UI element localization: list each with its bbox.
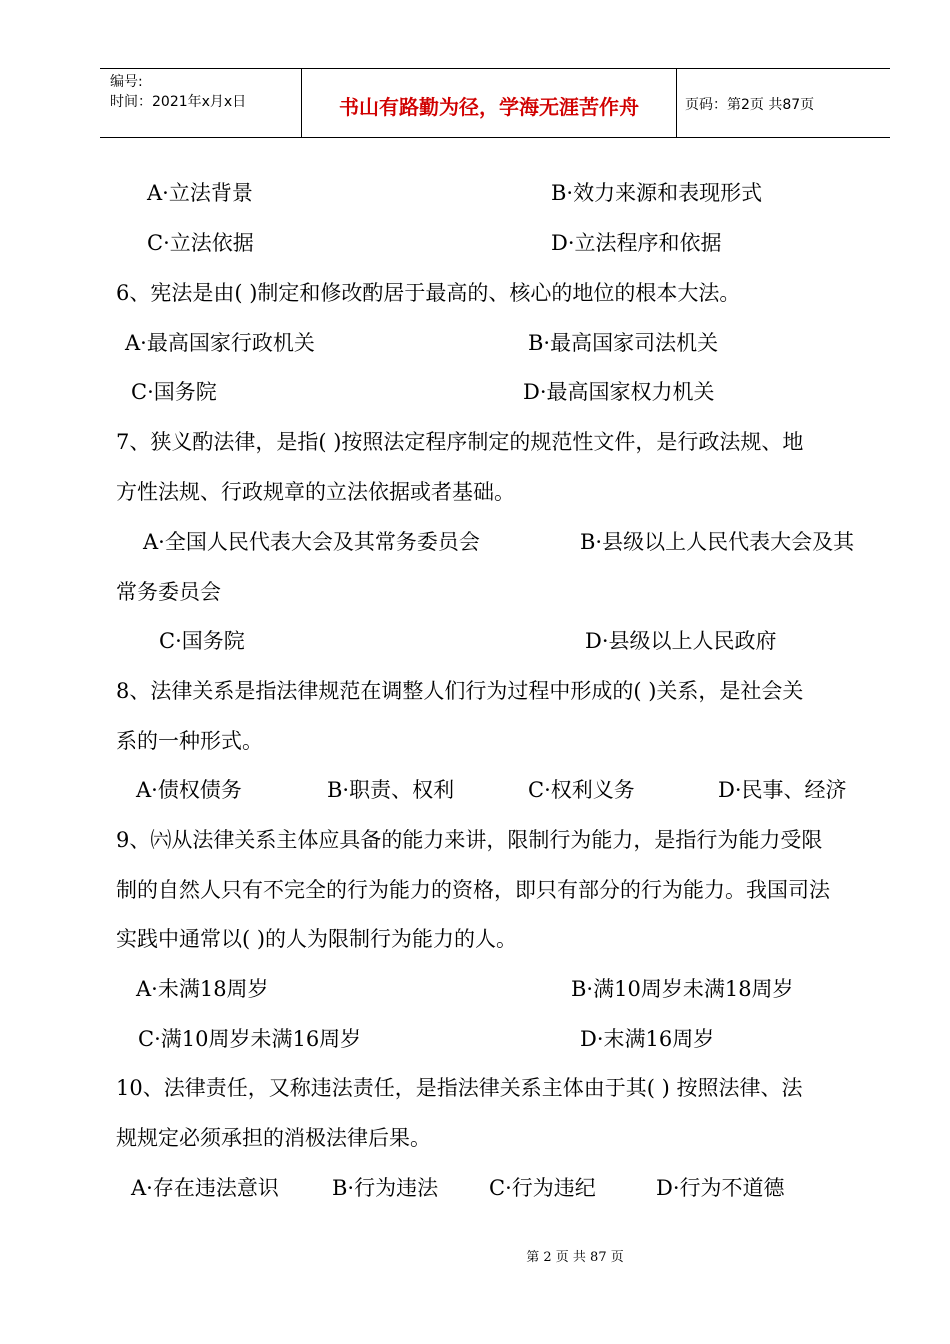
q5-option-d: D·立法程序和依据 — [551, 231, 722, 255]
motto: 书山有路勤为径，学海无涯苦作舟 — [339, 95, 639, 119]
q9-option-c: C·满10周岁未满16周岁 — [138, 1027, 362, 1051]
q7-option-b-continued: 常务委员会 — [116, 580, 221, 604]
q10-option-b: B·行为违法 — [332, 1176, 439, 1200]
q9-option-b: B·满10周岁未满18周岁 — [571, 977, 794, 1001]
page-header — [100, 68, 890, 138]
header-left-cell — [100, 69, 302, 137]
q7-option-d: D·县级以上人民政府 — [585, 629, 777, 653]
q9-stem-line3: 实践中通常以( )的人为限制行为能力的人。 — [116, 927, 518, 951]
q6-stem: 6、宪法是由( )制定和修改酌居于最高的、核心的地位的根本大法。 — [116, 281, 741, 305]
q6-option-a: A·最高国家行政机关 — [125, 331, 315, 355]
page-footer: 第 2 页 共 87 页 — [526, 1250, 624, 1265]
time-label: 时间：2021年x月x日 — [110, 94, 247, 110]
q8-option-d: D·民事、经济 — [718, 778, 847, 802]
q7-stem-line1: 7、狭义酌法律，是指( )按照法定程序制定的规范性文件，是行政法规、地 — [116, 430, 804, 454]
q6-option-b: B·最高国家司法机关 — [528, 331, 719, 355]
q10-option-d: D·行为不道德 — [656, 1176, 785, 1200]
q6-option-d: D·最高国家权力机关 — [523, 380, 715, 404]
q5-option-b: B·效力来源和表现形式 — [551, 181, 763, 205]
q9-option-a: A·未满18周岁 — [136, 977, 269, 1001]
q8-stem-line1: 8、法律关系是指法律规范在调整人们行为过程中形成的( )关系，是社会关 — [116, 679, 804, 703]
q5-option-a: A·立法背景 — [147, 181, 253, 205]
q10-stem-line2: 规规定必须承担的消极法律后果。 — [116, 1126, 431, 1150]
q9-stem-line1: 9、㈥从法律关系主体应具备的能力来讲，限制行为能力，是指行为能力受限 — [116, 828, 823, 852]
q5-option-c: C·立法依据 — [147, 231, 254, 255]
q10-option-c: C·行为违纪 — [489, 1176, 596, 1200]
header-right-cell — [677, 69, 890, 137]
q7-option-b: B·县级以上人民代表大会及其 — [580, 530, 855, 554]
q9-stem-line2: 制的自然人只有不完全的行为能力的资格，即只有部分的行为能力。我国司法 — [116, 878, 830, 902]
q7-option-a: A·全国人民代表大会及其常务委员会 — [143, 530, 480, 554]
q8-option-c: C·权利义务 — [528, 778, 635, 802]
serial-label: 编号: — [110, 74, 143, 90]
header-middle-cell — [302, 69, 677, 137]
q7-stem-line2: 方性法规、行政规章的立法依据或者基础。 — [116, 480, 515, 504]
q9-option-d: D·末满16周岁 — [580, 1027, 715, 1051]
q7-option-c: C·国务院 — [159, 629, 245, 653]
q10-option-a: A·存在违法意识 — [131, 1176, 279, 1200]
header-page-info: 页码：第2页 共87页 — [685, 97, 815, 113]
q8-option-b: B·职责、权利 — [327, 778, 455, 802]
q6-option-c: C·国务院 — [131, 380, 217, 404]
q8-option-a: A·债权债务 — [136, 778, 242, 802]
q8-stem-line2: 系的一种形式。 — [116, 729, 263, 753]
q10-stem-line1: 10、法律责任，又称违法责任，是指法律关系主体由于其( ) 按照法律、法 — [116, 1076, 803, 1100]
